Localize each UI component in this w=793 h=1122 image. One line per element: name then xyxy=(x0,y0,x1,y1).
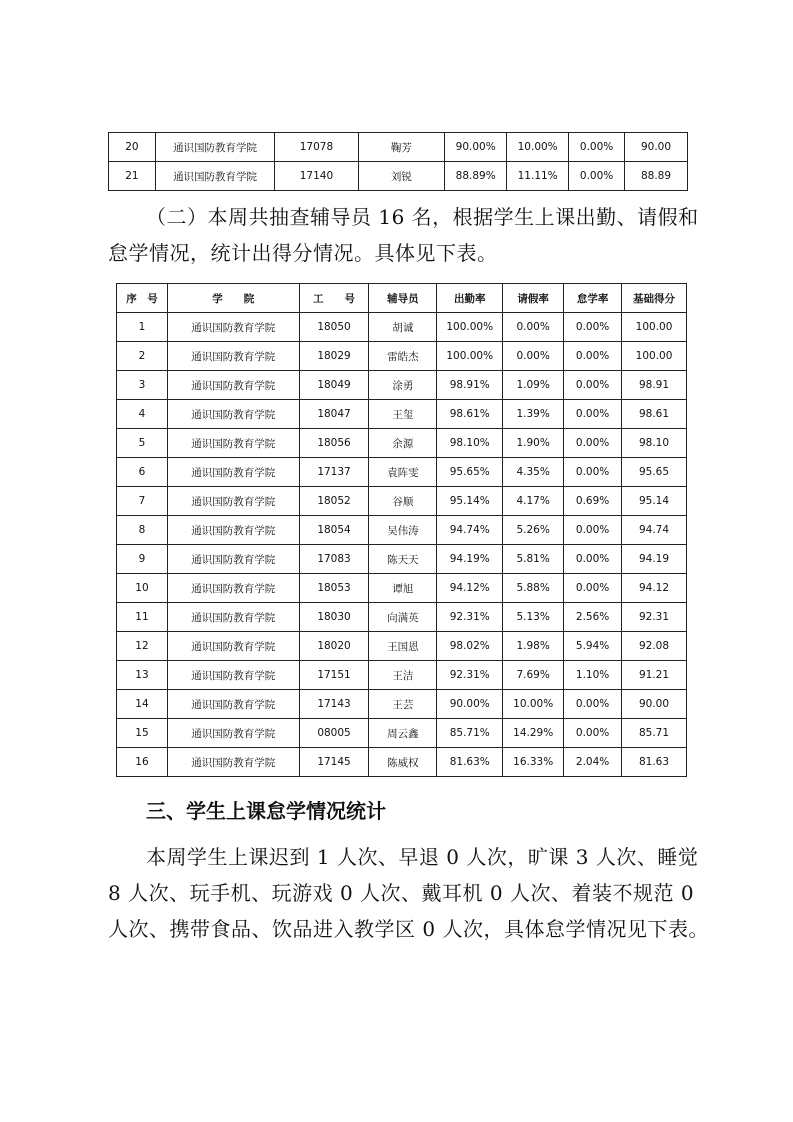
table-cell: 通识国防教育学院 xyxy=(167,371,299,400)
table-cell: 陈威权 xyxy=(369,748,437,777)
table-cell: 21 xyxy=(109,162,156,191)
table-cell: 7.69% xyxy=(503,661,564,690)
table-cell: 周云鑫 xyxy=(369,719,437,748)
table-cell: 向满英 xyxy=(369,603,437,632)
table-cell: 3 xyxy=(117,371,168,400)
table-cell: 通识国防教育学院 xyxy=(167,603,299,632)
table-cell: 90.00 xyxy=(625,133,688,162)
table-cell: 刘锐 xyxy=(358,162,445,191)
table-cell: 7 xyxy=(117,487,168,516)
table-cell: 通识国防教育学院 xyxy=(167,574,299,603)
table-row xyxy=(117,487,687,516)
column-header: 学 院 xyxy=(167,284,299,313)
table-cell: 0.00% xyxy=(564,313,622,342)
table-row xyxy=(117,516,687,545)
table-cell: 90.00% xyxy=(445,133,507,162)
section3-heading: 三、学生上课怠学情况统计 xyxy=(146,799,386,823)
table-cell: 5.26% xyxy=(503,516,564,545)
table-cell: 98.02% xyxy=(437,632,503,661)
table-cell: 0.00% xyxy=(503,342,564,371)
table-cell: 100.00% xyxy=(437,313,503,342)
table-row xyxy=(117,690,687,719)
table-cell: 98.10% xyxy=(437,429,503,458)
table-cell: 94.12 xyxy=(622,574,687,603)
table-cell: 17143 xyxy=(299,690,369,719)
table-cell: 17083 xyxy=(299,545,369,574)
table-cell: 通识国防教育学院 xyxy=(167,545,299,574)
column-header: 请假率 xyxy=(503,284,564,313)
table-cell: 18052 xyxy=(299,487,369,516)
table-cell: 17140 xyxy=(275,162,358,191)
table-cell: 95.14 xyxy=(622,487,687,516)
table-cell: 0.00% xyxy=(569,162,625,191)
main-table-header xyxy=(117,284,687,313)
table-cell: 1 xyxy=(117,313,168,342)
table-cell: 0.00% xyxy=(564,574,622,603)
table-cell: 18020 xyxy=(299,632,369,661)
table-cell: 90.00% xyxy=(437,690,503,719)
table-cell: 10 xyxy=(117,574,168,603)
table-cell: 吴伟涛 xyxy=(369,516,437,545)
table-cell: 98.61% xyxy=(437,400,503,429)
table-cell: 5.94% xyxy=(564,632,622,661)
table-cell: 95.65 xyxy=(622,458,687,487)
table-cell: 0.00% xyxy=(564,516,622,545)
table-cell: 胡诚 xyxy=(369,313,437,342)
table-cell: 5.88% xyxy=(503,574,564,603)
table-cell: 通识国防教育学院 xyxy=(167,632,299,661)
table-cell: 10.00% xyxy=(507,133,569,162)
table-cell: 0.00% xyxy=(503,313,564,342)
table-cell: 11 xyxy=(117,603,168,632)
table-cell: 94.12% xyxy=(437,574,503,603)
table-cell: 92.31% xyxy=(437,661,503,690)
table-cell: 通识国防教育学院 xyxy=(167,719,299,748)
table-row xyxy=(117,545,687,574)
table-cell: 16.33% xyxy=(503,748,564,777)
table-cell: 98.61 xyxy=(622,400,687,429)
table-cell: 81.63 xyxy=(622,748,687,777)
table-cell: 14.29% xyxy=(503,719,564,748)
table-cell: 92.08 xyxy=(622,632,687,661)
table-cell: 5 xyxy=(117,429,168,458)
table-cell: 11.11% xyxy=(507,162,569,191)
table-cell: 1.10% xyxy=(564,661,622,690)
table-cell: 18030 xyxy=(299,603,369,632)
section3-line2: 8 人次、玩手机、玩游戏 0 人次、戴耳机 0 人次、着装不规范 0 xyxy=(108,881,695,905)
table-cell: 9 xyxy=(117,545,168,574)
table-cell: 0.00% xyxy=(564,545,622,574)
table-cell: 100.00% xyxy=(437,342,503,371)
table-cell: 90.00 xyxy=(622,690,687,719)
table-cell: 王国恩 xyxy=(369,632,437,661)
table-cell: 88.89 xyxy=(625,162,688,191)
table-row xyxy=(117,719,687,748)
table-cell: 94.74% xyxy=(437,516,503,545)
main-table-body xyxy=(117,313,687,777)
table-cell: 0.00% xyxy=(564,371,622,400)
table-row xyxy=(117,458,687,487)
table-cell: 15 xyxy=(117,719,168,748)
table-cell: 4 xyxy=(117,400,168,429)
table-cell: 雷皓杰 xyxy=(369,342,437,371)
table-cell: 王芸 xyxy=(369,690,437,719)
table-cell: 85.71 xyxy=(622,719,687,748)
table-cell: 0.00% xyxy=(564,400,622,429)
column-header: 出勤率 xyxy=(437,284,503,313)
table-row xyxy=(117,603,687,632)
table-cell: 0.00% xyxy=(564,342,622,371)
table-cell: 91.21 xyxy=(622,661,687,690)
table-cell: 2.04% xyxy=(564,748,622,777)
table-cell: 92.31 xyxy=(622,603,687,632)
section2-line2: 怠学情况，统计出得分情况。具体见下表。 xyxy=(108,241,498,265)
table-row xyxy=(117,574,687,603)
table-cell: 18056 xyxy=(299,429,369,458)
table-cell: 0.00% xyxy=(569,133,625,162)
table-cell: 通识国防教育学院 xyxy=(155,133,274,162)
table-cell: 王玺 xyxy=(369,400,437,429)
column-header: 工 号 xyxy=(299,284,369,313)
table-cell: 陈天天 xyxy=(369,545,437,574)
table-cell: 12 xyxy=(117,632,168,661)
table-cell: 谭旭 xyxy=(369,574,437,603)
table-cell: 18053 xyxy=(299,574,369,603)
table-cell: 余源 xyxy=(369,429,437,458)
table-cell: 18047 xyxy=(299,400,369,429)
table-cell: 08005 xyxy=(299,719,369,748)
table-cell: 13 xyxy=(117,661,168,690)
table-cell: 0.00% xyxy=(564,690,622,719)
column-header: 基础得分 xyxy=(622,284,687,313)
table-row xyxy=(117,632,687,661)
table-cell: 94.74 xyxy=(622,516,687,545)
table-cell: 鞠芳 xyxy=(358,133,445,162)
table-cell: 100.00 xyxy=(622,313,687,342)
table-cell: 8 xyxy=(117,516,168,545)
table-cell: 10.00% xyxy=(503,690,564,719)
table-cell: 通识国防教育学院 xyxy=(167,400,299,429)
table-cell: 17151 xyxy=(299,661,369,690)
table-cell: 谷顺 xyxy=(369,487,437,516)
table-row xyxy=(117,342,687,371)
table-row xyxy=(117,661,687,690)
table-cell: 100.00 xyxy=(622,342,687,371)
table-cell: 14 xyxy=(117,690,168,719)
table-row xyxy=(117,748,687,777)
table-cell: 81.63% xyxy=(437,748,503,777)
table-cell: 95.65% xyxy=(437,458,503,487)
table-cell: 通识国防教育学院 xyxy=(167,516,299,545)
table-cell: 18054 xyxy=(299,516,369,545)
table-cell: 18049 xyxy=(299,371,369,400)
table-cell: 16 xyxy=(117,748,168,777)
table-cell: 85.71% xyxy=(437,719,503,748)
table-cell: 95.14% xyxy=(437,487,503,516)
table-cell: 17137 xyxy=(299,458,369,487)
table-cell: 17145 xyxy=(299,748,369,777)
table-cell: 94.19% xyxy=(437,545,503,574)
table-cell: 0.00% xyxy=(564,719,622,748)
table-cell: 1.39% xyxy=(503,400,564,429)
section3-line3: 人次、携带食品、饮品进入教学区 0 人次，具体怠学情况见下表。 xyxy=(108,917,709,941)
table-cell: 18029 xyxy=(299,342,369,371)
table-cell: 4.35% xyxy=(503,458,564,487)
table-cell: 5.81% xyxy=(503,545,564,574)
table-cell: 1.90% xyxy=(503,429,564,458)
top-table xyxy=(108,132,688,191)
main-table xyxy=(116,283,687,777)
table-cell: 0.00% xyxy=(564,429,622,458)
table-cell: 通识国防教育学院 xyxy=(155,162,274,191)
top-table-body xyxy=(109,133,688,191)
table-cell: 1.98% xyxy=(503,632,564,661)
table-cell: 涂勇 xyxy=(369,371,437,400)
table-cell: 通识国防教育学院 xyxy=(167,429,299,458)
table-cell: 通识国防教育学院 xyxy=(167,748,299,777)
table-cell: 通识国防教育学院 xyxy=(167,313,299,342)
table-cell: 5.13% xyxy=(503,603,564,632)
column-header: 辅导员 xyxy=(369,284,437,313)
table-cell: 袁阵雯 xyxy=(369,458,437,487)
table-cell: 2 xyxy=(117,342,168,371)
table-cell: 98.91 xyxy=(622,371,687,400)
table-cell: 17078 xyxy=(275,133,358,162)
table-cell: 通识国防教育学院 xyxy=(167,342,299,371)
table-row xyxy=(109,133,688,162)
table-cell: 通识国防教育学院 xyxy=(167,458,299,487)
table-cell: 0.00% xyxy=(564,458,622,487)
table-row xyxy=(117,371,687,400)
table-cell: 王洁 xyxy=(369,661,437,690)
section2-line1: （二）本周共抽查辅导员 16 名，根据学生上课出勤、请假和 xyxy=(146,205,699,229)
table-cell: 88.89% xyxy=(445,162,507,191)
table-cell: 通识国防教育学院 xyxy=(167,690,299,719)
table-row xyxy=(117,400,687,429)
column-header: 序 号 xyxy=(117,284,168,313)
table-cell: 98.91% xyxy=(437,371,503,400)
table-cell: 通识国防教育学院 xyxy=(167,661,299,690)
table-row xyxy=(117,313,687,342)
table-row xyxy=(117,429,687,458)
table-cell: 1.09% xyxy=(503,371,564,400)
table-cell: 0.69% xyxy=(564,487,622,516)
table-cell: 94.19 xyxy=(622,545,687,574)
table-cell: 98.10 xyxy=(622,429,687,458)
section3-line1: 本周学生上课迟到 1 人次、早退 0 人次，旷课 3 人次、睡觉 xyxy=(146,845,699,869)
table-row xyxy=(109,162,688,191)
table-cell: 18050 xyxy=(299,313,369,342)
table-cell: 2.56% xyxy=(564,603,622,632)
table-cell: 92.31% xyxy=(437,603,503,632)
table-cell: 20 xyxy=(109,133,156,162)
table-cell: 4.17% xyxy=(503,487,564,516)
column-header: 怠学率 xyxy=(564,284,622,313)
table-cell: 通识国防教育学院 xyxy=(167,487,299,516)
table-cell: 6 xyxy=(117,458,168,487)
